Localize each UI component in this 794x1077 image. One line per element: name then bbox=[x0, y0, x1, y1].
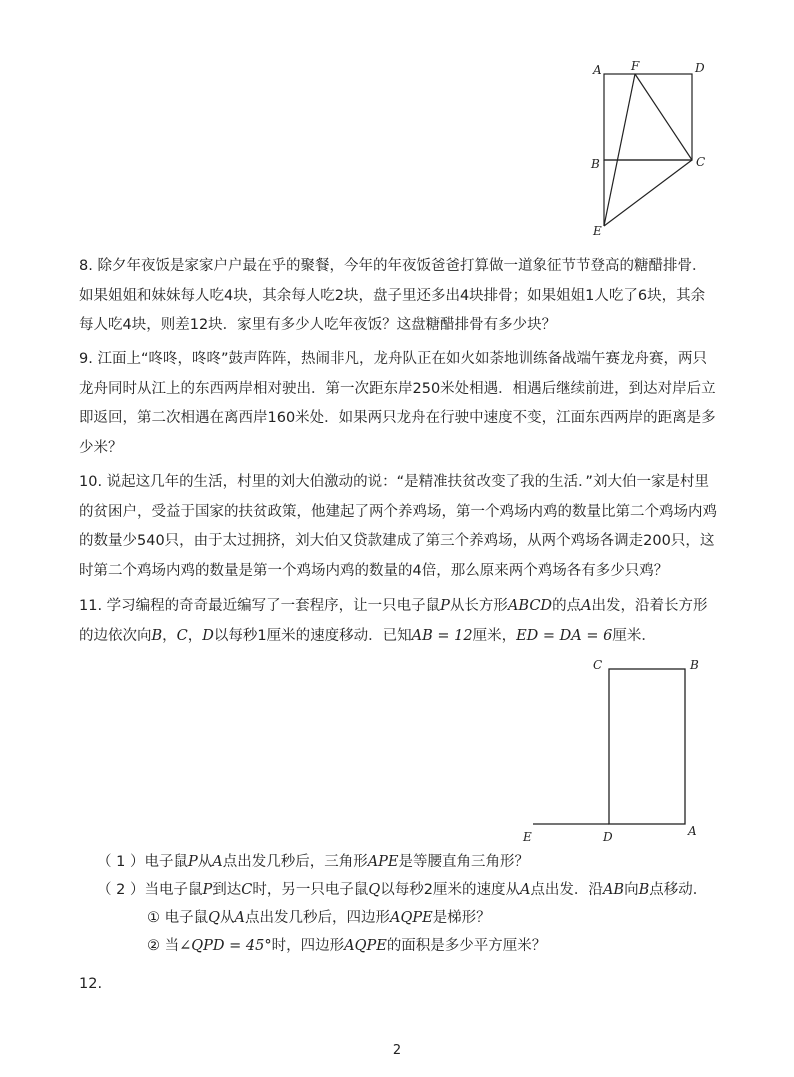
question-number: 12. bbox=[79, 976, 103, 992]
question-number: 8. bbox=[79, 258, 93, 274]
segment-fc bbox=[635, 74, 692, 160]
label-e: E bbox=[523, 830, 532, 844]
segment-ec bbox=[604, 160, 692, 226]
q11-sub-2: （ 2 ）当电子鼠P到达C时，另一只电子鼠Q以每秒2厘米的速度从A点出发．沿AB向B点移动． bbox=[97, 882, 708, 898]
label-b: B bbox=[591, 157, 600, 171]
question-9 bbox=[79, 345, 719, 463]
question-text: 说起这几年的生活，村里的刘大伯激动的说：“是精准扶贫改变了我的生活．”刘大伯一家是村里的贫困户，受益于国家的扶贫政策，他建起了两个养鸡场，第一个鸡场内鸡的数量比第二个鸡场内鸡的数量少540只，由于太过拥挤，刘大伯又贷款建成了第三个养鸡场，从两个鸡场各调走200只，这时第二个鸡场内鸡的数量是第一个鸡场内鸡的数量的4倍，那么原来两个鸡场各有多少只鸡？ bbox=[79, 474, 717, 579]
q11-sub-2-ii: ② 当∠QPD = 45°时，四边形AQPE的面积是多少平方厘米？ bbox=[147, 938, 547, 954]
label-d: D bbox=[695, 61, 705, 75]
question-text: 学习编程的奇奇最近编写了一套程序，让一只电子鼠P从长方形ABCD的点A出发，沿着长方形的边依次向B，C，D以每秒1厘米的速度移动．已知AB = 12厘米，ED = DA = 6厘米． bbox=[79, 598, 708, 644]
question-number: 11. bbox=[79, 598, 103, 614]
segment-ef bbox=[604, 74, 635, 226]
label-f: F bbox=[631, 59, 640, 73]
label-e: E bbox=[593, 224, 602, 238]
label-d: D bbox=[603, 830, 613, 844]
label-a: A bbox=[593, 63, 602, 77]
figure-1 bbox=[585, 58, 715, 238]
label-c: C bbox=[696, 155, 706, 169]
rectangle-abcd bbox=[609, 669, 685, 824]
label-c: C bbox=[593, 658, 603, 672]
question-10 bbox=[79, 468, 719, 586]
q11-sub-1: （ 1 ）电子鼠P从A点出发几秒后，三角形APE是等腰直角三角形？ bbox=[97, 854, 530, 870]
question-text: 除夕年夜饭是家家户户最在乎的聚餐，今年的年夜饭爸爸打算做一道象征节节登高的糖醋排骨．如果姐姐和妹妹每人吃4块，其余每人吃2块，盘子里还多出4块排骨；如果姐姐1人吃了6块，其余每人吃4块，则差12块．家里有多少人吃年夜饭？这盘糖醋排骨有多少块？ bbox=[79, 258, 707, 333]
q11-sub-2-i: ① 电子鼠Q从A点出发几秒后，四边形AQPE是梯形？ bbox=[147, 910, 491, 926]
page-number: 2 bbox=[392, 1043, 402, 1058]
figure-2 bbox=[520, 655, 710, 845]
square-abcd bbox=[604, 74, 692, 160]
question-8 bbox=[79, 252, 719, 341]
question-12 bbox=[79, 970, 719, 1000]
question-11 bbox=[79, 592, 719, 651]
question-number: 9. bbox=[79, 351, 93, 367]
question-text: 江面上“咚咚，咚咚”鼓声阵阵，热闹非凡，龙舟队正在如火如荼地训练备战端午赛龙舟赛，两只龙舟同时从江上的东西两岸相对驶出．第一次距东岸250米处相遇．相遇后继续前进，到达对岸后立即返回，第二次相遇在离西岸160米处．如果两只龙舟在行驶中速度不变，江面东西两岸的距离是多少米？ bbox=[79, 351, 716, 456]
label-a: A bbox=[688, 824, 697, 838]
question-number: 10. bbox=[79, 474, 103, 490]
label-b: B bbox=[690, 658, 699, 672]
